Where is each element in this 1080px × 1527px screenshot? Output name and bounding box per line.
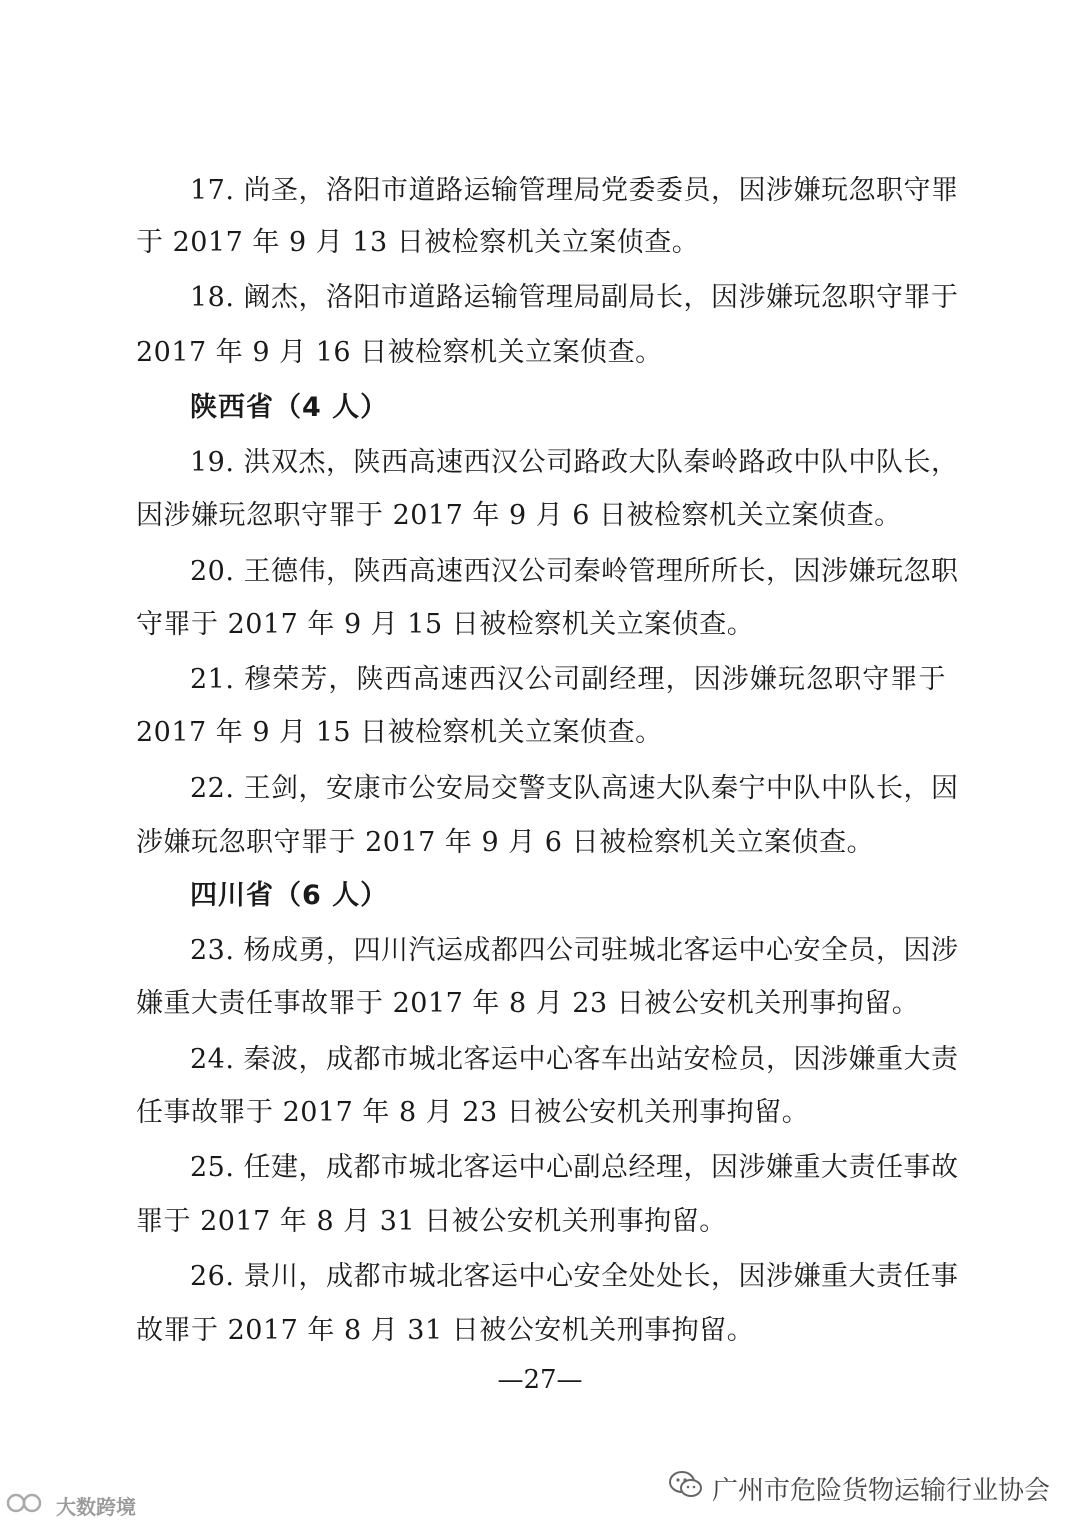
watermark-association-text: 广州市危险货物运输行业协会: [711, 1476, 1050, 1506]
item-18-line-2: 2017 年 9 月 16 日被检察机关立案侦查。: [136, 337, 663, 368]
section-heading-sichuan: 四川省（6 人）: [190, 880, 389, 911]
item-19-line-2: 因涉嫌玩忽职守罪于 2017 年 9 月 6 日被检察机关立案侦查。: [136, 500, 902, 531]
item-24-line-1: 24. 秦波，成都市城北客运中心客车出站安检员，因涉嫌重大责: [190, 1044, 959, 1075]
item-23-line-2: 嫌重大责任事故罪于 2017 年 8 月 23 日被公安机关刑事拘留。: [136, 988, 920, 1019]
item-22-line-2: 涉嫌玩忽职守罪于 2017 年 9 月 6 日被检察机关立案侦查。: [136, 827, 875, 858]
item-22-line-1: 22. 王剑，安康市公安局交警支队高速大队秦宁中队中队长，因: [190, 773, 959, 804]
watermark-brand: [6, 1491, 136, 1520]
item-19-line-1: 19. 洪双杰，陕西高速西汉公司路政大队秦岭路政中队中队长，: [190, 447, 959, 478]
watermark-brand-text: 大数跨境: [56, 1495, 136, 1519]
item-21-line-1: 21. 穆荣芳，陕西高速西汉公司副经理，因涉嫌玩忽职守罪于: [190, 664, 946, 695]
item-25-line-2: 罪于 2017 年 8 月 31 日被公安机关刑事拘留。: [136, 1206, 727, 1237]
section-heading-shaanxi: 陕西省（4 人）: [190, 392, 389, 423]
item-25-line-1: 25. 任建，成都市城北客运中心副总经理，因涉嫌重大责任事故: [190, 1152, 959, 1183]
wechat-icon: [668, 1470, 704, 1507]
brand-logo-icon: [6, 1492, 48, 1519]
page-number: —27—: [497, 1365, 583, 1395]
item-26-line-2: 故罪于 2017 年 8 月 31 日被公安机关刑事拘留。: [136, 1315, 755, 1346]
item-18-line-1: 18. 阚杰，洛阳市道路运输管理局副局长，因涉嫌玩忽职守罪于: [190, 282, 959, 313]
item-26-line-1: 26. 景川，成都市城北客运中心安全处处长，因涉嫌重大责任事: [190, 1261, 959, 1292]
watermark-association: [668, 1470, 1050, 1507]
item-20-line-2: 守罪于 2017 年 9 月 15 日被检察机关立案侦查。: [136, 609, 755, 640]
item-23-line-1: 23. 杨成勇，四川汽运成都四公司驻城北客运中心安全员，因涉: [190, 935, 959, 966]
item-20-line-1: 20. 王德伟，陕西高速西汉公司秦岭管理所所长，因涉嫌玩忽职: [190, 556, 959, 587]
item-24-line-2: 任事故罪于 2017 年 8 月 23 日被公安机关刑事拘留。: [136, 1097, 810, 1128]
item-21-line-2: 2017 年 9 月 15 日被检察机关立案侦查。: [136, 717, 663, 748]
item-17-line-1: 17. 尚圣，洛阳市道路运输管理局党委委员，因涉嫌玩忽职守罪: [190, 175, 959, 206]
item-17-line-2: 于 2017 年 9 月 13 日被检察机关立案侦查。: [136, 227, 700, 258]
